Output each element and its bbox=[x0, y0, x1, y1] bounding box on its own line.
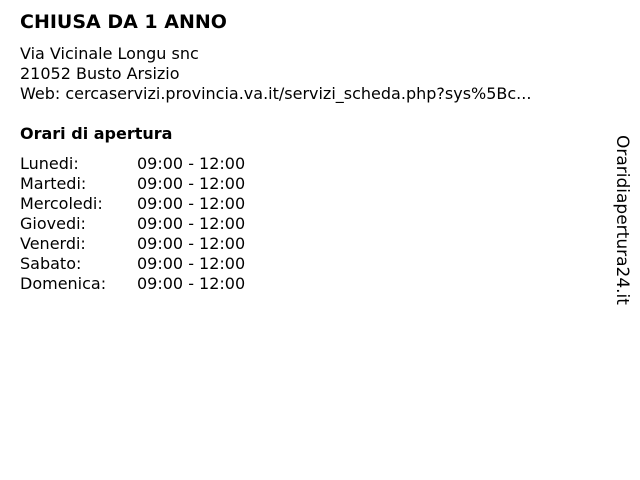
hours-row-sunday bbox=[20, 274, 245, 294]
hours-day: Martedi: bbox=[20, 174, 87, 193]
address-city: 21052 Busto Arsizio bbox=[20, 64, 180, 83]
hours-row-tuesday bbox=[20, 174, 245, 194]
hours-time: 09:00 - 12:00 bbox=[137, 194, 246, 213]
hours-row-monday bbox=[20, 154, 245, 174]
hours-day: Sabato: bbox=[20, 254, 82, 273]
site-watermark: Oraridiapertura24.it bbox=[612, 135, 632, 305]
address-web-link[interactable]: Web: cercaservizi.provincia.va.it/servizi_scheda.php?sys%5Bc... bbox=[20, 84, 532, 103]
hours-day: Venerdi: bbox=[20, 234, 86, 253]
hours-day: Lunedi: bbox=[20, 154, 79, 173]
hours-time: 09:00 - 12:00 bbox=[137, 214, 246, 233]
hours-time: 09:00 - 12:00 bbox=[137, 254, 246, 273]
hours-row-thursday bbox=[20, 214, 245, 234]
address-block bbox=[20, 44, 531, 104]
hours-table bbox=[20, 154, 245, 294]
hours-day: Domenica: bbox=[20, 274, 107, 293]
hours-time: 09:00 - 12:00 bbox=[137, 174, 246, 193]
hours-day: Mercoledi: bbox=[20, 194, 103, 213]
address-street: Via Vicinale Longu snc bbox=[20, 44, 199, 63]
hours-row-friday bbox=[20, 234, 245, 254]
hours-time: 09:00 - 12:00 bbox=[137, 274, 246, 293]
hours-time: 09:00 - 12:00 bbox=[137, 234, 246, 253]
hours-title: Orari di apertura bbox=[20, 124, 173, 143]
hours-row-saturday bbox=[20, 254, 245, 274]
status-title: CHIUSA DA 1 ANNO bbox=[20, 11, 227, 33]
hours-day: Giovedi: bbox=[20, 214, 86, 233]
hours-time: 09:00 - 12:00 bbox=[137, 154, 246, 173]
hours-row-wednesday bbox=[20, 194, 245, 214]
